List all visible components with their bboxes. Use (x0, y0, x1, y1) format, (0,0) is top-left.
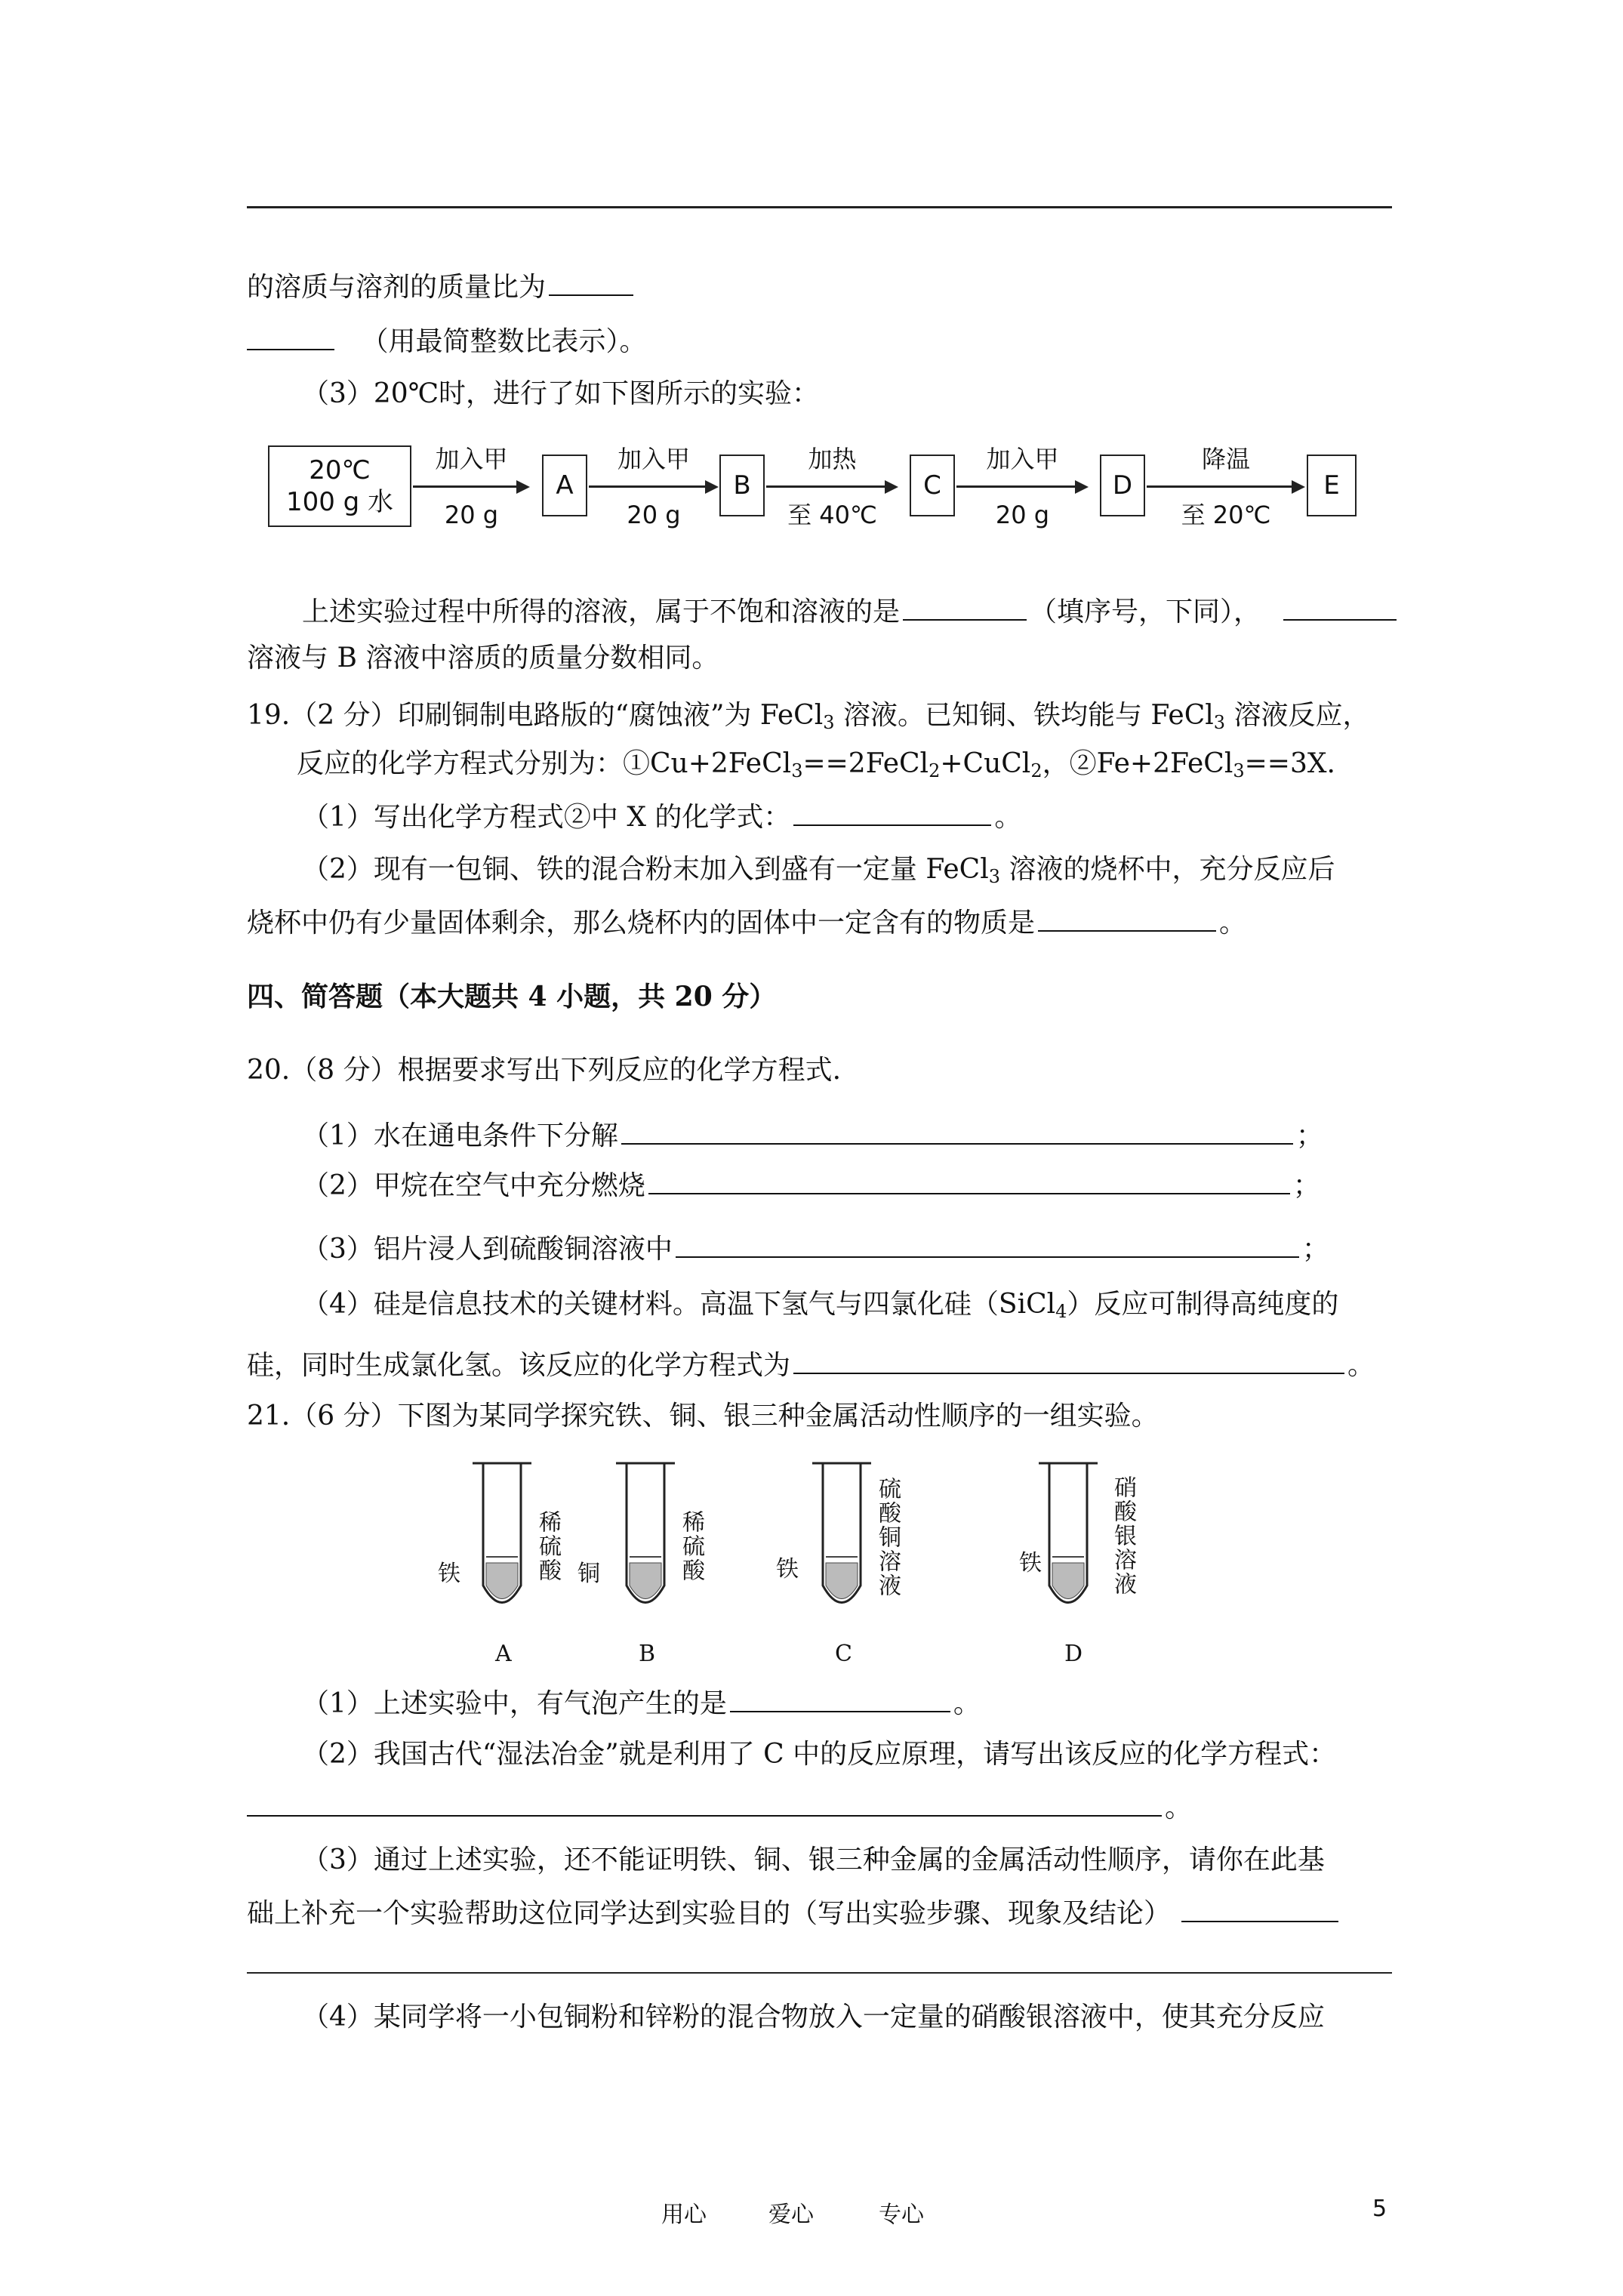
q20-part4-a: （4）硅是信息技术的关键材料。高温下氢气与四氯化硅（SiCl (302, 1289, 1056, 1320)
arrow-4-top-label: 加入甲 (986, 445, 1059, 473)
answer-blank[interactable] (1038, 905, 1216, 932)
arrow-2-top-label: 加入甲 (617, 445, 690, 473)
subscript: 4 (1055, 1301, 1067, 1322)
test-tube-figure (423, 1457, 1193, 1684)
test-tube-D (1034, 1457, 1102, 1626)
q18-question-b: 溶液与 B 溶液中溶质的质量分数相同。 (247, 643, 719, 673)
q19-eq-b: ==2FeCl (802, 748, 929, 779)
box-B: B (719, 455, 765, 516)
q19-eq-d: ，②Fe+2FeCl (1042, 748, 1233, 779)
tube-C-solution: 硫酸铜溶液 (874, 1477, 901, 1598)
arrow-2-bottom-label: 20 g (627, 501, 681, 529)
q21-part1 (302, 1685, 981, 1721)
test-tube-icon (611, 1457, 679, 1623)
answer-blank[interactable] (676, 1231, 1299, 1258)
subscript: 2 (1030, 760, 1042, 781)
q20-part2-text: （2）甲烷在空气中充分燃烧 (302, 1170, 645, 1201)
q18-line1-text: 的溶质与溶剂的质量比为 (247, 272, 547, 303)
arrow-4-bottom-label: 20 g (995, 501, 1050, 529)
q19-part2 (302, 853, 1335, 893)
q18-question-a-tail: （填序号，下同）， (1030, 596, 1261, 627)
arrow-3-bottom-label: 至 40℃ (787, 501, 877, 529)
subscript: 3 (791, 760, 803, 781)
footer-text-left: 用心 (661, 2202, 707, 2228)
q18-part3-intro: （3）20℃时，进行了如下图所示的实验： (302, 378, 819, 409)
start-water: 100 g 水 (285, 487, 394, 517)
tube-A-solution: 稀硫酸 (534, 1510, 561, 1583)
semicolon: ； (1292, 1170, 1320, 1201)
q21-part3-b (247, 1895, 1341, 1931)
q20-part2 (302, 1167, 1320, 1203)
q21-part3-a: （3）通过上述实验，还不能证明铁、铜、银三种金属的金属活动性顺序，请你在此基 (302, 1845, 1325, 1875)
flow-arrow-3 (766, 445, 898, 527)
subscript: 3 (823, 712, 835, 733)
box-C: C (910, 455, 955, 516)
q20-part1 (302, 1117, 1323, 1153)
flow-arrow-4 (956, 445, 1089, 527)
q21-part2: （2）我国古代“湿法冶金”就是利用了 C 中的反应原理，请写出该反应的化学方程式： (302, 1739, 1337, 1770)
tube-C-metal: 铁 (776, 1556, 799, 1583)
q19-part2-b: 溶液的烧杯中，充分反应后 (1000, 854, 1335, 885)
q21-part2-answer (247, 1789, 1192, 1825)
arrow-5-bottom-label: 至 20℃ (1181, 501, 1271, 529)
q20-part4-cont (247, 1347, 1375, 1382)
page-number: 5 (1372, 2196, 1387, 2222)
test-tube-icon (808, 1457, 876, 1623)
footer-text-right: 专心 (879, 2202, 924, 2228)
experiment-flow-diagram (268, 445, 1355, 529)
answer-blank[interactable] (793, 799, 991, 826)
tube-A-label: A (495, 1641, 512, 1667)
q19-head-c: 溶液反应， (1225, 700, 1370, 731)
q19-head (247, 699, 1370, 739)
header-rule (247, 206, 1392, 208)
tube-A-metal: 铁 (438, 1561, 460, 1587)
q19-part1-text: （1）写出化学方程式②中 X 的化学式： (302, 802, 791, 833)
answer-blank[interactable] (1181, 1895, 1338, 1922)
test-tube-icon (468, 1457, 536, 1623)
box-E: E (1307, 455, 1357, 516)
q20-part1-text: （1）水在通电条件下分解 (302, 1120, 618, 1151)
q21-head: 21.（6 分）下图为某同学探究铁、铜、银三种金属活动性顺序的一组实验。 (247, 1401, 1159, 1432)
q18-question-a-text: 上述实验过程中所得的溶液，属于不饱和溶液的是 (302, 596, 901, 627)
flow-arrow-5 (1147, 445, 1305, 527)
q19-part2-c: 烧杯中仍有少量固体剩余，那么烧杯内的固体中一定含有的物质是 (247, 908, 1036, 938)
test-tube-B (611, 1457, 679, 1626)
q21-part1-text: （1）上述实验中，有气泡产生的是 (302, 1688, 727, 1719)
subscript: 3 (1213, 712, 1226, 733)
q21-part2-end: 。 (1165, 1792, 1193, 1823)
answer-blank[interactable] (247, 323, 334, 350)
semicolon: ； (1301, 1234, 1329, 1265)
tube-D-label: D (1064, 1641, 1083, 1667)
tube-D-metal: 铁 (1019, 1550, 1042, 1576)
q20-head: 20.（8 分）根据要求写出下列反应的化学方程式. (247, 1055, 842, 1086)
box-D: D (1100, 455, 1145, 516)
start-temp: 20℃ (309, 455, 371, 485)
answer-blank[interactable] (549, 269, 633, 296)
section-heading: 四、简答题（本大题共 4 小题，共 20 分） (247, 981, 777, 1012)
q20-part3 (302, 1231, 1329, 1266)
q19-part1 (302, 799, 1021, 834)
flow-arrow-2 (589, 445, 719, 527)
q18-line2-text: （用最简整数比表示）。 (361, 326, 647, 357)
test-tube-icon (1034, 1457, 1102, 1623)
footer-text-mid: 爱心 (768, 2202, 814, 2228)
answer-blank[interactable] (621, 1117, 1293, 1145)
flow-arrow-1 (413, 445, 530, 527)
q19-equations (297, 747, 1335, 787)
q19-part1-end: 。 (994, 802, 1022, 833)
tube-C-label: C (835, 1641, 852, 1667)
q19-part2-end: 。 (1219, 908, 1247, 938)
q21-part4: （4）某同学将一小包铜粉和锌粉的混合物放入一定量的硝酸银溶液中，使其充分反应 (302, 2002, 1325, 2032)
q19-head-b: 溶液。已知铜、铁均能与 FeCl (834, 700, 1214, 731)
tube-B-solution: 稀硫酸 (678, 1510, 704, 1583)
q19-head-a: 19.（2 分）印刷铜制电路版的“腐蚀液”为 FeCl (247, 700, 824, 731)
q19-eq-e: ==3X. (1244, 748, 1335, 779)
answer-line[interactable] (247, 1972, 1392, 1974)
arrow-5-top-label: 降温 (1201, 445, 1250, 473)
answer-blank[interactable] (903, 593, 1027, 621)
arrow-1-bottom-label: 20 g (444, 501, 499, 529)
answer-blank[interactable] (793, 1347, 1344, 1374)
answer-blank[interactable] (247, 1789, 1162, 1817)
q20-part4-c: 硅，同时生成氯化氢。该反应的化学方程式为 (247, 1350, 791, 1381)
answer-blank[interactable] (1283, 593, 1397, 621)
q18-question-a (302, 593, 1400, 629)
start-box (268, 445, 411, 527)
q20-part3-text: （3）铝片浸人到硫酸铜溶液中 (302, 1234, 673, 1265)
q19-eq-c: +CuCl (940, 748, 1031, 779)
subscript: 2 (929, 760, 941, 781)
arrow-3-top-label: 加热 (808, 445, 857, 473)
q21-part3-b-text: 础上补充一个实验帮助这位同学达到实验目的（写出实验步骤、现象及结论） (247, 1898, 1172, 1929)
tube-D-solution: 硝酸银溶液 (1110, 1475, 1136, 1596)
box-A: A (542, 455, 587, 516)
arrow-1-top-label: 加入甲 (435, 445, 508, 473)
q20-part4-end: 。 (1347, 1350, 1375, 1381)
semicolon: ； (1295, 1120, 1323, 1151)
tube-B-label: B (639, 1641, 656, 1667)
subscript: 3 (988, 866, 1001, 887)
q19-part2-cont (247, 905, 1246, 940)
q18-line2 (247, 323, 646, 359)
q20-part4-b: ）反应可制得高纯度的 (1067, 1289, 1339, 1320)
q19-part2-a: （2）现有一包铜、铁的混合粉末加入到盛有一定量 FeCl (302, 854, 989, 885)
q19-eq-a: 反应的化学方程式分别为：①Cu+2FeCl (297, 748, 792, 779)
subscript: 3 (1233, 760, 1245, 781)
test-tube-A (468, 1457, 536, 1626)
q18-line1 (247, 269, 636, 304)
q21-part1-end: 。 (953, 1688, 981, 1719)
q20-part4 (302, 1288, 1338, 1328)
tube-B-metal: 铜 (577, 1561, 600, 1587)
answer-blank[interactable] (648, 1167, 1290, 1194)
answer-blank[interactable] (730, 1685, 950, 1712)
test-tube-C (808, 1457, 876, 1626)
